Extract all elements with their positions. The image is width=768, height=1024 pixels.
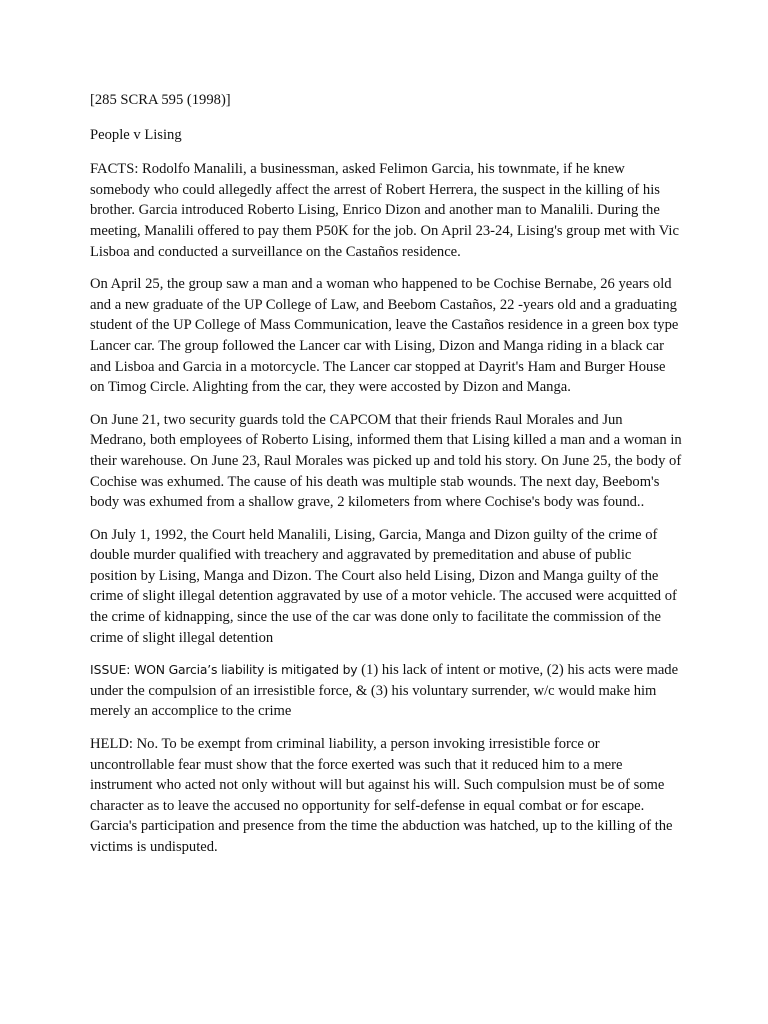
april-25-paragraph: On April 25, the group saw a man and a woman who happened to be Cochise Bernabe, 26 years old and a new graduate of the UP College of Law, and Beebom Castaños, 22 -years old and a graduating student of the UP College of Mass Communication, leave the Castaños residence in a green box type Lancer car. The group followed the Lancer car with Lising, Dizon and Manga riding in a black car and Lisboa and Garcia in a motorcycle. The Lancer car stopped at Dayrit's Ham and Burger House on Timog Circle. Alighting from the car, they were accosted by Dizon and Manga. — [90, 276, 679, 396]
issue-text: (1) his lack of intent or motive, (2) his acts were made under the compulsion of an irresistible force, & (3) his voluntary surrender, w/c would make him merely an accomplice to the crime — [90, 662, 679, 720]
issue-lead-text: WON Garcia’s liability is mitigated by — [130, 662, 362, 678]
case-citation: [285 SCRA 595 (1998)] — [90, 92, 231, 108]
issue-label: ISSUE: — [90, 662, 131, 678]
june-21-paragraph: On June 21, two security guards told the CAPCOM that their friends Raul Morales and Jun Medrano, both employees of Roberto Lising, informed them that Lising killed a man and a woman in their warehouse. On June 23, Raul Morales was picked up and told his story. On June 25, the body of Cochise was exhumed. The cause of his death was multiple stab wounds. The next day, Beebom's body was exhumed from a shallow grave, 2 kilometers from where Cochise's body was found.. — [90, 411, 682, 511]
issue-paragraph — [90, 660, 682, 722]
facts-paragraph: FACTS: Rodolfo Manalili, a businessman, asked Felimon Garcia, his townmate, if he knew somebody who could allegedly affect the arrest of Robert Herrera, the suspect in the killing of his brother. Garcia introduced Roberto Lising, Enrico Dizon and another man to Manalili. During the meeting, Manalili offered to pay them P50K for the job. On April 23-24, Lising's group met with Vic Lisboa and conducted a surveillance on the Castaños residence. — [90, 161, 679, 260]
document-page — [90, 90, 682, 870]
case-title: People v Lising — [90, 126, 182, 143]
held-paragraph: HELD: No. To be exempt from criminal liability, a person invoking irresistible force or uncontrollable fear must show that the force exerted was such that it reduced him to a mere instrument who acted not only without will but against his will. Such compulsion must be of some character as to leave the accused no opportunity for self-defense in equal combat or for escape. Garcia's participation and presence from the time the abduction was hatched, up to the killing of the victims is undisputed. — [90, 736, 673, 855]
july-1-paragraph: On July 1, 1992, the Court held Manalili, Lising, Garcia, Manga and Dizon guilty of the crime of double murder qualified with treachery and aggravated by premeditation and abuse of public position by Lising, Manga and Dizon. The Court also held Lising, Dizon and Manga guilty of the crime of slight illegal detention aggravated by use of a motor vehicle. The accused were acquitted of the crime of kidnapping, since the use of the car was done only to facilitate the commission of the crime of slight illegal detention — [90, 526, 677, 646]
